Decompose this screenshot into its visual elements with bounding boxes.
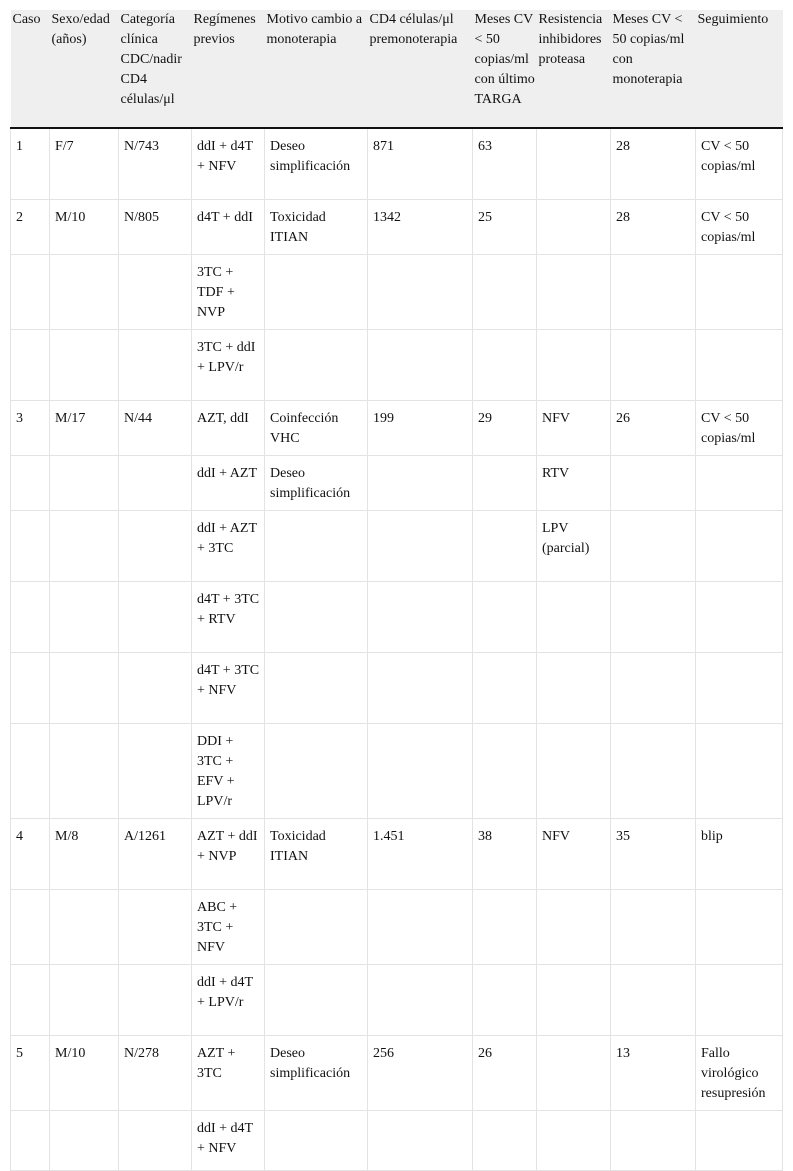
table-cell	[50, 400, 119, 455]
table-row	[11, 510, 783, 581]
cell-text: N/743	[124, 139, 159, 154]
cell-text: CV < 50 copias/ml	[701, 139, 756, 174]
table-cell	[11, 1110, 50, 1170]
cell-text: CV < 50 copias/ml	[701, 209, 756, 245]
table-cell	[192, 652, 265, 723]
table-cell	[50, 964, 119, 1035]
table-cell	[368, 964, 473, 1035]
table-cell	[192, 199, 265, 254]
cell-text: 28	[616, 209, 630, 225]
cell-text: Coinfección VHC	[270, 410, 339, 446]
cell-text: 199	[373, 410, 394, 426]
table-cell	[50, 889, 119, 964]
table-body	[11, 128, 783, 1170]
table-cell	[50, 1110, 119, 1170]
cell-text: ddI + d4T + NFV	[197, 1120, 253, 1156]
table-cell	[473, 652, 537, 723]
header-cd4-premonoterapia: CD4 células/μl premonoterapia	[368, 10, 473, 128]
table-cell	[537, 964, 611, 1035]
table-cell	[473, 964, 537, 1035]
table-cell	[368, 1110, 473, 1170]
cell-text: AZT, ddI	[197, 410, 249, 426]
cell-text: Deseo simplificación	[270, 465, 351, 501]
table-cell	[192, 964, 265, 1035]
table-cell	[473, 723, 537, 818]
table-row	[11, 329, 783, 400]
header-categoria-clinica: Categoría clínica CDC/nadir CD4 células/μl	[119, 10, 192, 128]
table-cell	[119, 455, 192, 510]
table-cell	[611, 1035, 696, 1110]
table-cell	[192, 723, 265, 818]
cell-text: 1	[16, 139, 23, 154]
table-cell	[611, 818, 696, 889]
table-cell	[119, 818, 192, 889]
cell-text: M/10	[55, 1045, 86, 1061]
table-cell	[50, 723, 119, 818]
table-row	[11, 723, 783, 818]
cell-text: M/10	[55, 209, 86, 225]
table-cell	[368, 329, 473, 400]
table-cell	[192, 889, 265, 964]
table-cell	[368, 510, 473, 581]
table-cell	[265, 1110, 368, 1170]
table-cell	[265, 964, 368, 1035]
header-sexo-edad: Sexo/edad (años)	[50, 10, 119, 128]
table-cell	[119, 128, 192, 199]
table-cell	[696, 1035, 783, 1110]
table-cell	[611, 254, 696, 329]
table-cell	[537, 400, 611, 455]
table-cell	[368, 128, 473, 199]
table-cell	[696, 128, 783, 199]
table-cell	[696, 964, 783, 1035]
table-row	[11, 199, 783, 254]
table-cell	[473, 818, 537, 889]
table-row	[11, 400, 783, 455]
table-cell	[473, 1035, 537, 1110]
cell-text: Toxicidad ITIAN	[270, 209, 326, 245]
cell-text: 4	[16, 828, 23, 844]
table-cell	[11, 889, 50, 964]
table-cell	[537, 254, 611, 329]
cell-text: blip	[701, 828, 723, 844]
cell-text: 38	[478, 828, 492, 844]
table-cell	[11, 329, 50, 400]
table-cell	[696, 1110, 783, 1170]
table-cell	[537, 889, 611, 964]
table-cell	[192, 329, 265, 400]
cell-text: 25	[478, 209, 492, 225]
table-cell	[265, 510, 368, 581]
table-cell	[119, 964, 192, 1035]
table-cell	[265, 581, 368, 652]
table-cell	[696, 581, 783, 652]
table-cell	[696, 254, 783, 329]
table-cell	[368, 1035, 473, 1110]
table-cell	[11, 1035, 50, 1110]
table-cell	[50, 652, 119, 723]
cell-text: 5	[16, 1045, 23, 1061]
table-row	[11, 818, 783, 889]
cell-text: F/7	[55, 139, 74, 154]
header-meses-cv-monoterapia: Meses CV < 50 copias/ml con monoterapia	[611, 10, 696, 128]
table-cell	[119, 199, 192, 254]
header-motivo-cambio: Motivo cambio a monoterapia	[265, 10, 368, 128]
table-cell	[611, 329, 696, 400]
cell-text: ddI + AZT	[197, 465, 257, 481]
table-cell	[696, 510, 783, 581]
table-cell	[50, 329, 119, 400]
table-cell	[537, 818, 611, 889]
header-meses-cv-targa: Meses CV < 50 copias/ml con último TARGA	[473, 10, 537, 128]
table-cell	[265, 723, 368, 818]
cell-text: N/44	[124, 410, 152, 426]
cell-text: 1342	[373, 209, 401, 225]
cell-text: 28	[616, 139, 630, 154]
table-cell	[50, 818, 119, 889]
cell-text: 1.451	[373, 828, 405, 844]
table-cell	[696, 199, 783, 254]
table-cell	[192, 128, 265, 199]
table-cell	[119, 723, 192, 818]
table-cell	[119, 652, 192, 723]
table-row	[11, 1035, 783, 1110]
table-cell	[611, 964, 696, 1035]
table-cell	[119, 581, 192, 652]
table-cell	[537, 455, 611, 510]
header-seguimiento: Seguimiento	[696, 10, 783, 128]
table-cell	[11, 818, 50, 889]
table-cell	[265, 329, 368, 400]
table-cell	[368, 581, 473, 652]
table-cell	[473, 889, 537, 964]
cell-text: d4T + 3TC + NFV	[197, 662, 260, 698]
table-cell	[537, 652, 611, 723]
cell-text: Deseo simplificación	[270, 139, 351, 174]
table-cell	[11, 581, 50, 652]
table-cell	[611, 889, 696, 964]
cell-text: d4T + 3TC + RTV	[197, 591, 260, 627]
table-cell	[696, 652, 783, 723]
table-cell	[192, 581, 265, 652]
table-row	[11, 1110, 783, 1170]
header-caso: Caso	[11, 10, 50, 128]
cell-text: Deseo simplificación	[270, 1045, 351, 1081]
table-cell	[696, 400, 783, 455]
cell-text: 26	[478, 1045, 492, 1061]
table-cell	[11, 510, 50, 581]
table-cell	[611, 1110, 696, 1170]
table-cell	[119, 510, 192, 581]
table-cell	[265, 254, 368, 329]
table-cell	[119, 400, 192, 455]
table-cell	[473, 1110, 537, 1170]
cell-text: d4T + ddI	[197, 209, 253, 225]
cell-text: N/805	[124, 209, 159, 225]
table-cell	[265, 400, 368, 455]
table-cell	[473, 254, 537, 329]
cell-text: Toxicidad ITIAN	[270, 828, 326, 864]
cell-text: 3TC + TDF + NVP	[197, 264, 235, 320]
cell-text: M/17	[55, 410, 86, 426]
table-cell	[696, 455, 783, 510]
table-cell	[473, 128, 537, 199]
table-cell	[611, 581, 696, 652]
table-cell	[11, 128, 50, 199]
table-row	[11, 889, 783, 964]
table-cell	[11, 254, 50, 329]
table-cell	[192, 818, 265, 889]
table-cell	[50, 254, 119, 329]
table-cell	[265, 652, 368, 723]
cell-text: DDI + 3TC + EFV + LPV/r	[197, 733, 235, 809]
table-cell	[537, 1110, 611, 1170]
cell-text: Fallo virológico resupresión	[701, 1045, 766, 1101]
table-cell	[119, 1110, 192, 1170]
table-cell	[611, 652, 696, 723]
table-cell	[50, 455, 119, 510]
cell-text: CV < 50 copias/ml	[701, 410, 756, 446]
table-cell	[696, 723, 783, 818]
table-cell	[119, 1035, 192, 1110]
cell-text: ddI + d4T + LPV/r	[197, 974, 253, 1010]
table-cell	[611, 128, 696, 199]
table-cell	[192, 455, 265, 510]
cell-text: 13	[616, 1045, 630, 1061]
table-cell	[265, 199, 368, 254]
table-cell	[119, 329, 192, 400]
cell-text: ABC + 3TC + NFV	[197, 899, 238, 955]
table-cell	[611, 455, 696, 510]
table-cell	[696, 889, 783, 964]
table-cell	[11, 455, 50, 510]
table-cell	[537, 581, 611, 652]
header-resistencia-ip: Resistencia inhibidores proteasa	[537, 10, 611, 128]
table-cell	[119, 254, 192, 329]
cell-text: 871	[373, 139, 394, 154]
table-cell	[192, 510, 265, 581]
table-cell	[537, 329, 611, 400]
table-cell	[50, 581, 119, 652]
table-cell	[368, 199, 473, 254]
cell-text: AZT + 3TC	[197, 1045, 236, 1081]
table-cell	[473, 510, 537, 581]
cell-text: NFV	[542, 410, 571, 426]
cell-text: 2	[16, 209, 23, 225]
clinical-cases-table	[10, 10, 783, 1171]
cell-text: ddI + AZT + 3TC	[197, 520, 257, 556]
table-cell	[11, 400, 50, 455]
table-cell	[473, 329, 537, 400]
table-cell	[537, 1035, 611, 1110]
table-cell	[119, 889, 192, 964]
cell-text: 256	[373, 1045, 394, 1061]
cell-text: M/8	[55, 828, 79, 844]
table-cell	[265, 455, 368, 510]
table-cell	[368, 400, 473, 455]
cell-text: 35	[616, 828, 630, 844]
table-cell	[368, 818, 473, 889]
table-cell	[368, 652, 473, 723]
header-regimenes-previos: Regímenes previos	[192, 10, 265, 128]
table-cell	[368, 889, 473, 964]
table-cell	[265, 818, 368, 889]
table-cell	[50, 128, 119, 199]
cell-text: LPV (parcial)	[542, 520, 590, 556]
table-cell	[473, 199, 537, 254]
table-cell	[537, 510, 611, 581]
table-cell	[192, 1035, 265, 1110]
table-cell	[537, 199, 611, 254]
table-cell	[473, 581, 537, 652]
table-cell	[11, 652, 50, 723]
cell-text: A/1261	[124, 828, 166, 844]
table-cell	[611, 723, 696, 818]
table-cell	[50, 199, 119, 254]
table-header-row	[11, 10, 783, 128]
table-cell	[696, 818, 783, 889]
table-cell	[368, 723, 473, 818]
table-cell	[192, 254, 265, 329]
table-row	[11, 581, 783, 652]
table-cell	[11, 723, 50, 818]
table-cell	[611, 400, 696, 455]
table-cell	[265, 889, 368, 964]
table-cell	[368, 254, 473, 329]
cell-text: 3	[16, 410, 23, 426]
table-cell	[473, 400, 537, 455]
table-row	[11, 652, 783, 723]
table-cell	[696, 329, 783, 400]
table-cell	[611, 199, 696, 254]
table-row	[11, 455, 783, 510]
cell-text: 63	[478, 139, 492, 154]
table-cell	[537, 128, 611, 199]
table-cell	[368, 455, 473, 510]
table-cell	[50, 510, 119, 581]
cell-text: 3TC + ddI + LPV/r	[197, 339, 256, 375]
table-cell	[265, 128, 368, 199]
table-cell	[11, 964, 50, 1035]
table-row	[11, 964, 783, 1035]
cell-text: NFV	[542, 828, 571, 844]
table-cell	[473, 455, 537, 510]
cell-text: 26	[616, 410, 630, 426]
cell-text: RTV	[542, 465, 570, 481]
table-cell	[192, 400, 265, 455]
table-row	[11, 254, 783, 329]
table-row	[11, 128, 783, 199]
table-cell	[537, 723, 611, 818]
cell-text: 29	[478, 410, 492, 426]
cell-text: N/278	[124, 1045, 159, 1061]
cell-text: AZT + ddI + NVP	[197, 828, 258, 864]
cell-text: ddI + d4T + NFV	[197, 139, 253, 174]
table-cell	[192, 1110, 265, 1170]
table-cell	[11, 199, 50, 254]
table-cell	[50, 1035, 119, 1110]
table-cell	[611, 510, 696, 581]
table-cell	[265, 1035, 368, 1110]
